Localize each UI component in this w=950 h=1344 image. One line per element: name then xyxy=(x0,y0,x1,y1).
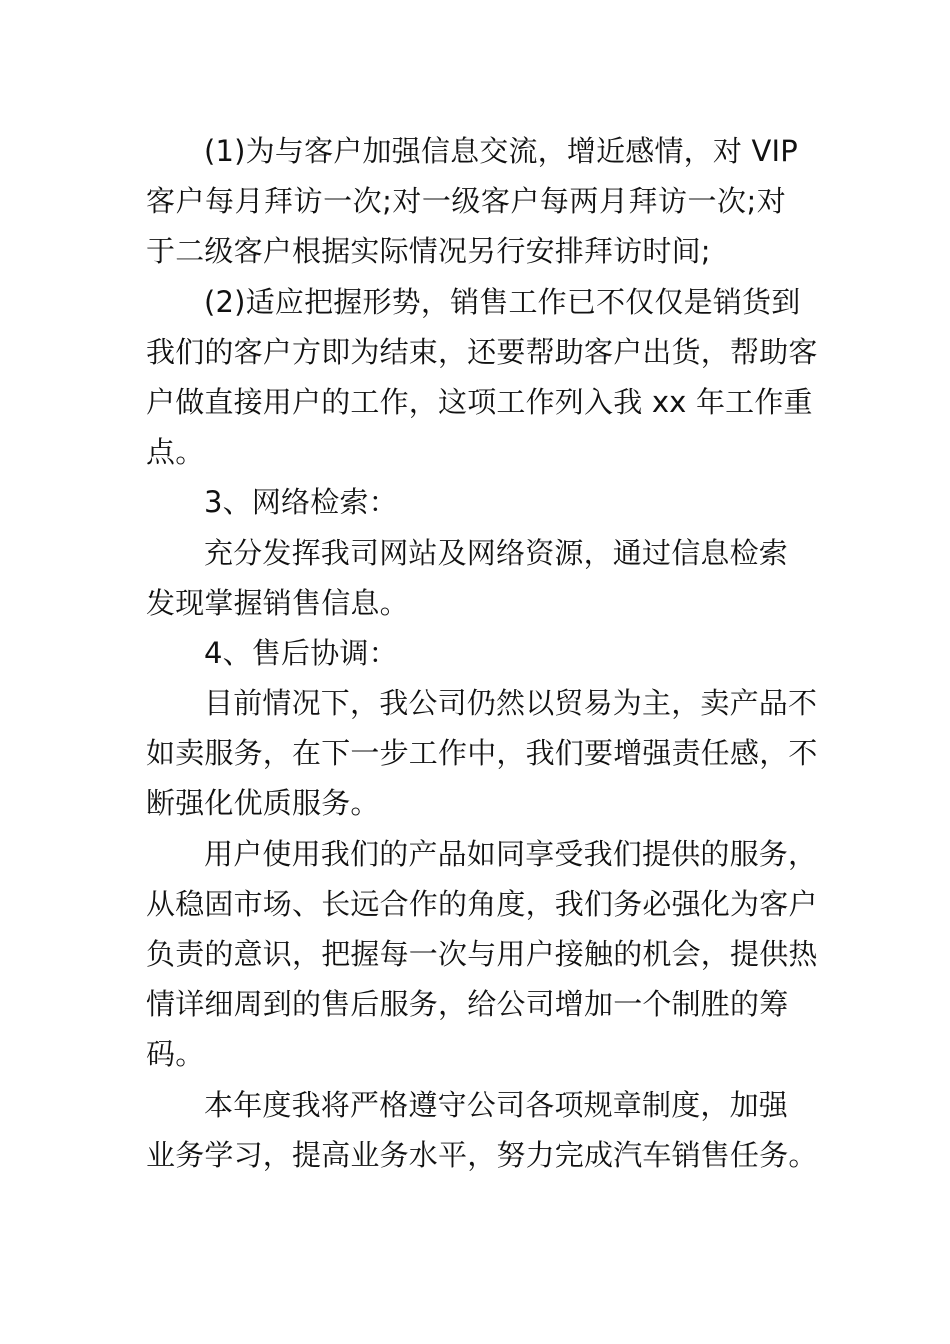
paragraph-customer-service xyxy=(146,829,818,1080)
text-line: 本年度我将严格遵守公司各项规章制度，加强 xyxy=(204,1087,789,1122)
text-line: 目前情况下，我公司仍然以贸易为主，卖产品不 xyxy=(204,686,818,721)
paragraph-visit-schedule xyxy=(146,126,798,277)
text-line: 用户使用我们的产品如同享受我们提供的服务， xyxy=(204,836,818,871)
heading-line: 4、售后协调： xyxy=(204,635,398,670)
text-line: 如卖服务，在下一步工作中，我们要增强责任感，不 xyxy=(146,736,818,771)
text-line: 发现掌握销售信息。 xyxy=(146,585,409,620)
paragraph-after-sales xyxy=(146,678,818,829)
text-line: 情详细周到的售后服务，给公司增加一个制胜的筹 xyxy=(146,987,789,1022)
text-line: 我们的客户方即为结束，还要帮助客户出货，帮助客 xyxy=(146,334,818,369)
paragraph-market-trend xyxy=(146,277,818,478)
heading-line: 3、网络检索： xyxy=(204,485,398,520)
text-line: 充分发挥我司网站及网络资源，通过信息检索 xyxy=(204,535,789,570)
paragraph-annual-commitment xyxy=(146,1080,818,1180)
section-heading-network-search xyxy=(146,477,786,527)
text-line: 点。 xyxy=(146,435,205,470)
text-line: (1)为与客户加强信息交流，增近感情，对 VIP xyxy=(204,134,798,168)
document-page xyxy=(146,126,818,1180)
text-line: 户做直接用户的工作，这项工作列入我 xx 年工作重 xyxy=(146,384,813,419)
text-line: 客户每月拜访一次;对一级客户每两月拜访一次;对 xyxy=(146,184,786,219)
text-line: 断强化优质服务。 xyxy=(146,786,380,821)
text-line: (2)适应把握形势，销售工作已不仅仅是销货到 xyxy=(204,284,801,319)
section-heading-after-sales xyxy=(146,628,786,678)
text-line: 码。 xyxy=(146,1037,205,1072)
text-line: 负责的意识，把握每一次与用户接触的机会，提供热 xyxy=(146,937,818,971)
text-line: 从稳固市场、长远合作的角度，我们务必强化为客户 xyxy=(146,886,818,921)
text-line: 于二级客户根据实际情况另行安排拜访时间; xyxy=(146,234,711,269)
paragraph-network-search xyxy=(146,528,789,628)
text-line: 业务学习，提高业务水平，努力完成汽车销售任务。 xyxy=(146,1137,818,1172)
